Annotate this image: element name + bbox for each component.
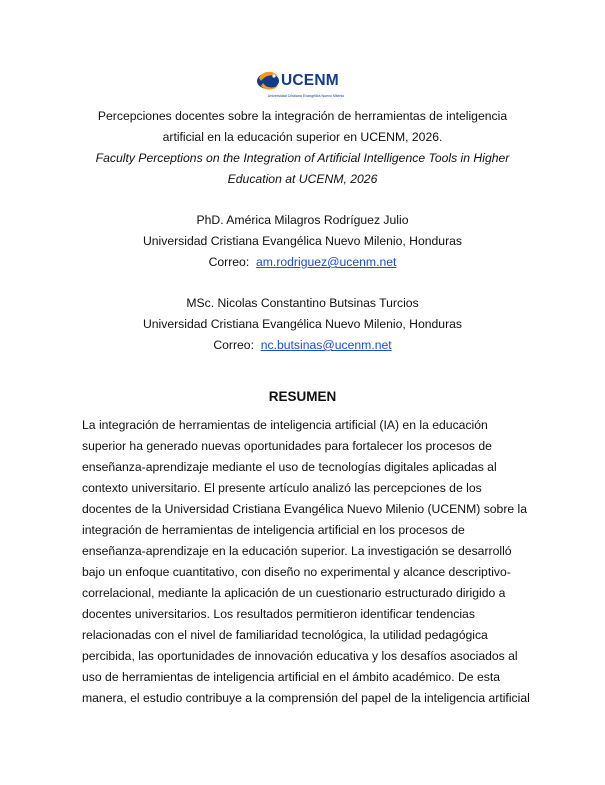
abstract-line: docentes de la Universidad Cristiana Evangélica Nuevo Milenio (UCENM) sobre la xyxy=(82,502,528,516)
title-en-line: Faculty Perceptions on the Integration of Artificial Intelligence Tools in Higher xyxy=(95,151,510,165)
email-label: Correo: xyxy=(213,338,254,352)
author-email-row xyxy=(60,335,545,356)
logo-wordmark: UCENM xyxy=(281,72,339,89)
email-label: Correo: xyxy=(208,255,250,269)
logo-subtitle: Universidad Cristiana Evangélica Nuevo Milenio xyxy=(267,94,345,98)
author-email-link[interactable]: am.rodriguez@ucenm.net xyxy=(256,255,397,269)
abstract-line: enseñanza-aprendizaje en la educación superior. La investigación se desarrolló xyxy=(82,544,512,558)
abstract-line: manera, el estudio contribuye a la comprensión del papel de la inteligencia artificial xyxy=(82,691,530,705)
title-en-line: Education at UCENM, 2026 xyxy=(227,172,378,186)
author-affiliation: Universidad Cristiana Evangélica Nuevo Milenio, Honduras xyxy=(142,317,463,331)
abstract-line: correlacional, mediante la aplicación de un cuestionario estructurado dirigido a xyxy=(82,586,506,600)
abstract-line: percibida, las oportunidades de innovación educativa y los desafíos asociados al xyxy=(82,649,518,663)
author-email-row xyxy=(60,252,545,273)
author-block xyxy=(60,293,545,356)
abstract-body xyxy=(82,415,532,709)
abstract-line: enseñanza-aprendizaje mediante el uso de tecnologías digitales aplicadas al xyxy=(82,460,497,474)
abstract-line: integración de herramientas de inteligencia artificial en los procesos de xyxy=(82,523,465,537)
abstract-line: docentes universitarios. Los resultados permitieron identificar tendencias xyxy=(82,607,475,621)
abstract-line: uso de herramientas de inteligencia artificial en el ámbito académico. De esta xyxy=(82,670,500,684)
author-email-link[interactable]: nc.butsinas@ucenm.net xyxy=(260,338,392,352)
abstract-line: contexto universitario. El presente artículo analizó las percepciones de los xyxy=(82,481,482,495)
abstract-line: La integración de herramientas de inteligencia artificial (IA) en la educación xyxy=(82,418,488,432)
abstract-heading: RESUMEN xyxy=(268,389,337,404)
author-affiliation: Universidad Cristiana Evangélica Nuevo Milenio, Honduras xyxy=(142,234,463,248)
author-name: PhD. América Milagros Rodríguez Julio xyxy=(196,213,409,227)
author-name: MSc. Nicolas Constantino Butsinas Turcios xyxy=(186,296,419,310)
ucenm-logo xyxy=(255,64,355,106)
paper-title xyxy=(60,106,545,190)
abstract-line: superior ha generado nuevas oportunidades para fortalecer los procesos de xyxy=(82,439,492,453)
author-block xyxy=(60,210,545,273)
title-es-line: Percepciones docentes sobre la integración de herramientas de inteligencia xyxy=(97,109,508,123)
title-es-line: artificial en la educación superior en UCENM, 2026. xyxy=(162,130,443,144)
abstract-line: bajo un enfoque cuantitativo, con diseño no experimental y alcance descriptivo- xyxy=(82,565,511,579)
abstract-line: relacionadas con el nivel de familiaridad tecnológica, la utilidad pedagógica xyxy=(82,628,488,642)
